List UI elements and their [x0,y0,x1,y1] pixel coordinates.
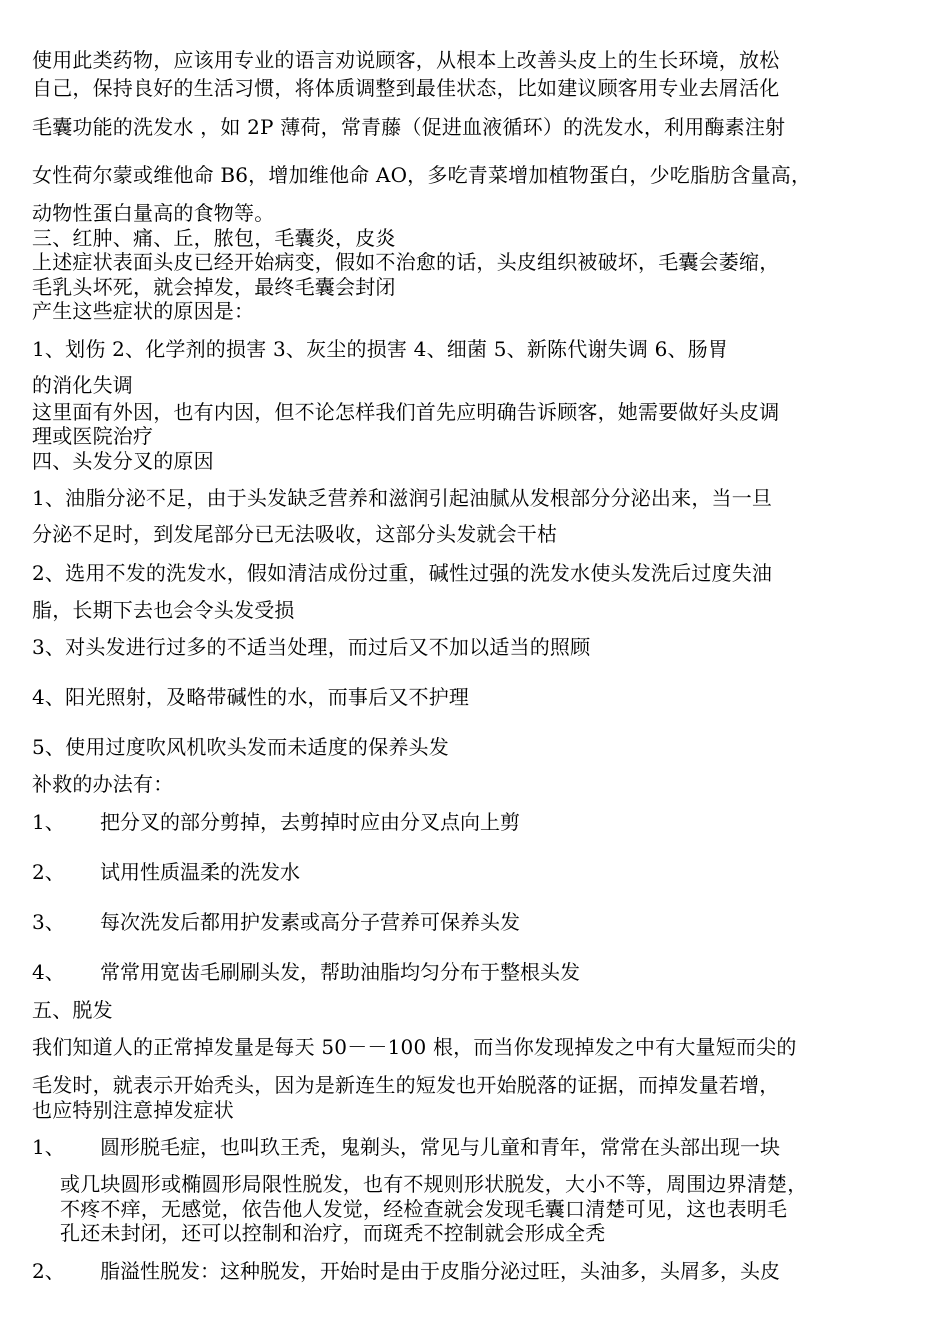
text-line: 自己，保持良好的生活习惯，将体质调整到最佳状态，比如建议顾客用专业去屑活化 [32,76,780,100]
list-text: 常常用宽齿毛刷刷头发，帮助油脂均匀分布于整根头发 [100,960,580,984]
text-line: 或几块圆形或椭圆形局限性脱发，也有不规则形状脱发，大小不等，周围边界清楚， [60,1172,808,1196]
list-item [32,1135,780,1159]
text-line: 这里面有外因，也有内因，但不论怎样我们首先应明确告诉顾客，她需要做好头皮调 [32,400,780,424]
text-line: 毛乳头坏死，就会掉发，最终毛囊会封闭 [32,275,396,299]
text-line: 1、划伤 2、化学剂的损害 3、灰尘的损害 4、细菌 5、新陈代谢失调 6、肠胃 [32,337,729,361]
text-line: 的消化失调 [32,373,133,397]
section-heading-4: 四、头发分叉的原因 [32,449,214,473]
list-text: 试用性质温柔的洗发水 [100,860,300,884]
list-item [32,860,300,884]
list-text: 每次洗发后都用护发素或高分子营养可保养头发 [100,910,520,934]
section-heading-5: 五、脱发 [32,998,113,1022]
text-line: 我们知道人的正常掉发量是每天 50－－100 根，而当你发现掉发之中有大量短而尖的 [32,1035,797,1059]
text-line: 毛发时，就表示开始秃头，因为是新连生的短发也开始脱落的证据，而掉发量若增， [32,1073,780,1097]
list-number: 1、 [32,1135,65,1159]
text-line: 毛囊功能的洗发水 ，如 2P 薄荷，常青藤（促进血液循环）的洗发水，利用酶素注射 [32,115,786,139]
text-line: 动物性蛋白量高的食物等。 [32,201,275,225]
text-line: 补救的办法有： [32,772,174,796]
text-line: 3、对头发进行过多的不适当处理，而过后又不加以适当的照顾 [32,635,591,659]
text-line: 1、油脂分泌不足，由于头发缺乏营养和滋润引起油腻从发根部分分泌出来，当一旦 [32,486,773,510]
list-number: 1、 [32,810,65,834]
text-line: 脂，长期下去也会令头发受损 [32,598,295,622]
list-number: 2、 [32,860,65,884]
list-number: 4、 [32,960,65,984]
text-line: 上述症状表面头皮已经开始病变，假如不治愈的话，头皮组织被破坏，毛囊会萎缩， [32,250,780,274]
list-item [32,910,520,934]
list-item [32,1259,780,1283]
text-line: 孔还未封闭，还可以控制和治疗，而斑秃不控制就会形成全秃 [60,1221,606,1245]
text-line: 不疼不痒，无感觉，依告他人发觉，经检查就会发现毛囊口清楚可见，这也表明毛 [60,1197,788,1221]
list-number: 3、 [32,910,65,934]
list-number: 2、 [32,1259,65,1283]
text-line: 产生这些症状的原因是： [32,299,255,323]
text-line: 分泌不足时，到发尾部分已无法吸收，这部分头发就会干枯 [32,522,558,546]
section-heading-3: 三、红肿、痛、丘，脓包，毛囊炎，皮炎 [32,226,396,250]
text-line: 使用此类药物，应该用专业的语言劝说顾客，从根本上改善头皮上的生长环境，放松 [32,48,780,72]
text-line: 4、阳光照射，及略带碱性的水，而事后又不护理 [32,685,470,709]
text-line: 2、选用不发的洗发水，假如清洁成份过重，碱性过强的洗发水使头发洗后过度失油 [32,561,773,585]
text-line: 5、使用过度吹风机吹头发而未适度的保养头发 [32,735,449,759]
text-line: 女性荷尔蒙或维他命 B6，增加维他命 AO，多吃青菜增加植物蛋白，少吃脂肪含量高， [32,163,812,187]
list-text: 脂溢性脱发：这种脱发，开始时是由于皮脂分泌过旺，头油多，头屑多，头皮 [100,1259,780,1283]
text-line: 也应特别注意掉发症状 [32,1098,234,1122]
list-text: 把分叉的部分剪掉，去剪掉时应由分叉点向上剪 [100,810,520,834]
text-line: 理或医院治疗 [32,424,154,448]
list-item [32,960,580,984]
list-item [32,810,520,834]
list-text: 圆形脱毛症，也叫玖王秃，鬼剃头，常见与儿童和青年，常常在头部出现一块 [100,1135,780,1159]
